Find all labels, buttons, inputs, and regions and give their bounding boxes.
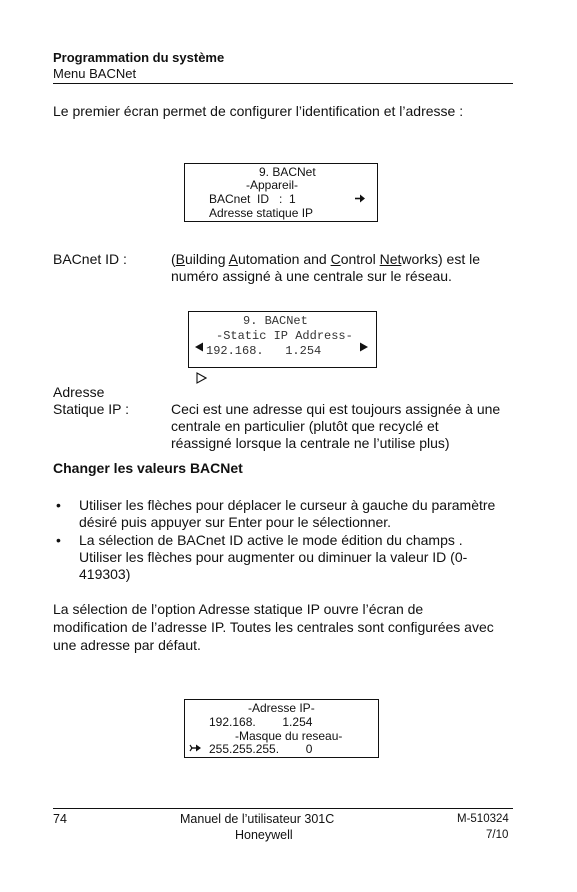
def-text: works) est le xyxy=(401,251,480,267)
manual-title: Manuel de l’utilisateur 301C xyxy=(180,812,335,826)
lcd-line-menu: 9. BACNet xyxy=(259,165,316,179)
document-number: M-510324 xyxy=(457,813,509,825)
lcd-line-device: -Appareil- xyxy=(246,178,299,192)
bullet-2-line2: Utiliser les flèches pour augmenter ou diminuer la valeur ID (0- xyxy=(79,549,468,565)
definition-bacnet-id-line2: numéro assigné à une centrale sur le réseau. xyxy=(171,268,452,284)
lcd-line-menu: 9. BACNet xyxy=(243,314,308,328)
def-acronym-letter: B xyxy=(175,251,186,267)
intro-paragraph: Le premier écran permet de configurer l’identification et l’adresse : xyxy=(53,103,464,119)
paragraph-line1: La sélection de l’option Adresse statique IP ouvre l’écran de xyxy=(53,601,424,617)
def-acronym-letter: C xyxy=(330,251,341,267)
arrow-right-tail-icon xyxy=(189,715,203,781)
triangle-right-icon xyxy=(359,315,372,379)
lcd-screen-device xyxy=(184,163,378,222)
lcd-line-mask-value: 255.255.255. 0 xyxy=(209,742,313,756)
def-text: ( xyxy=(171,251,176,267)
paragraph-line2: modification de l’adresse IP. Toutes les centrales sont configurées avec xyxy=(53,619,494,635)
term-adresse-line1: Adresse xyxy=(53,384,105,400)
definition-bacnet-id xyxy=(171,251,480,268)
bullet-icon: • xyxy=(56,497,61,513)
lcd-line-mask-title: -Masque du reseau- xyxy=(235,729,343,743)
section-title: Programmation du système xyxy=(53,50,225,65)
def-text: utomation and xyxy=(237,251,331,267)
def-text: uilding xyxy=(185,251,229,267)
def-acronym-letter: A xyxy=(228,251,238,267)
def-text: ontrol xyxy=(340,251,380,267)
arrow-right-icon xyxy=(354,165,367,232)
bullet-icon: • xyxy=(56,532,61,548)
bullet-2-line3: 419303) xyxy=(79,566,131,582)
term-bacnet-id: BACnet ID : xyxy=(53,251,127,267)
bullet-1-line1: Utiliser les flèches pour déplacer le curseur à gauche du paramètre xyxy=(79,497,496,513)
page-number: 74 xyxy=(53,812,67,826)
header-divider xyxy=(53,83,513,84)
lcd-screen-static-ip xyxy=(188,311,377,368)
bullet-1-line2: désiré puis appuyer sur Enter pour le sélectionner. xyxy=(79,514,392,530)
term-adresse-line2: Statique IP : xyxy=(53,401,130,417)
paragraph-line3: une adresse par défaut. xyxy=(53,637,201,653)
lcd-line-static-ip-title: -Static IP Address- xyxy=(216,329,353,343)
brand-name: Honeywell xyxy=(235,828,293,842)
footer-divider xyxy=(53,808,513,809)
bullet-2-line1: La sélection de BACnet ID active le mode édition du champs . xyxy=(79,532,463,548)
section-subtitle: Menu BACNet xyxy=(53,66,137,81)
lcd-line-ip-value: 192.168. 1.254 xyxy=(206,344,322,358)
lcd-line-ip-title: -Adresse IP- xyxy=(248,701,315,715)
lcd-line-static-ip: Adresse statique IP xyxy=(209,206,314,220)
lcd-screen-ip-address xyxy=(184,699,379,758)
def-acronym-letter: Net xyxy=(379,251,402,267)
definition-adresse-line2: centrale en particulier (plutôt que recyclé et xyxy=(171,418,439,434)
document-date: 7/10 xyxy=(486,829,509,841)
definition-adresse-line1: Ceci est une adresse qui est toujours assignée à une xyxy=(171,401,501,417)
definition-adresse-line3: réassigné lorsque la centrale ne l’utilise plus) xyxy=(171,435,450,451)
lcd-line-ip-value: 192.168. 1.254 xyxy=(209,715,313,729)
lcd-line-bacnet-id: BACnet ID : 1 xyxy=(209,192,296,206)
section-heading: Changer les valeurs BACNet xyxy=(53,460,243,476)
